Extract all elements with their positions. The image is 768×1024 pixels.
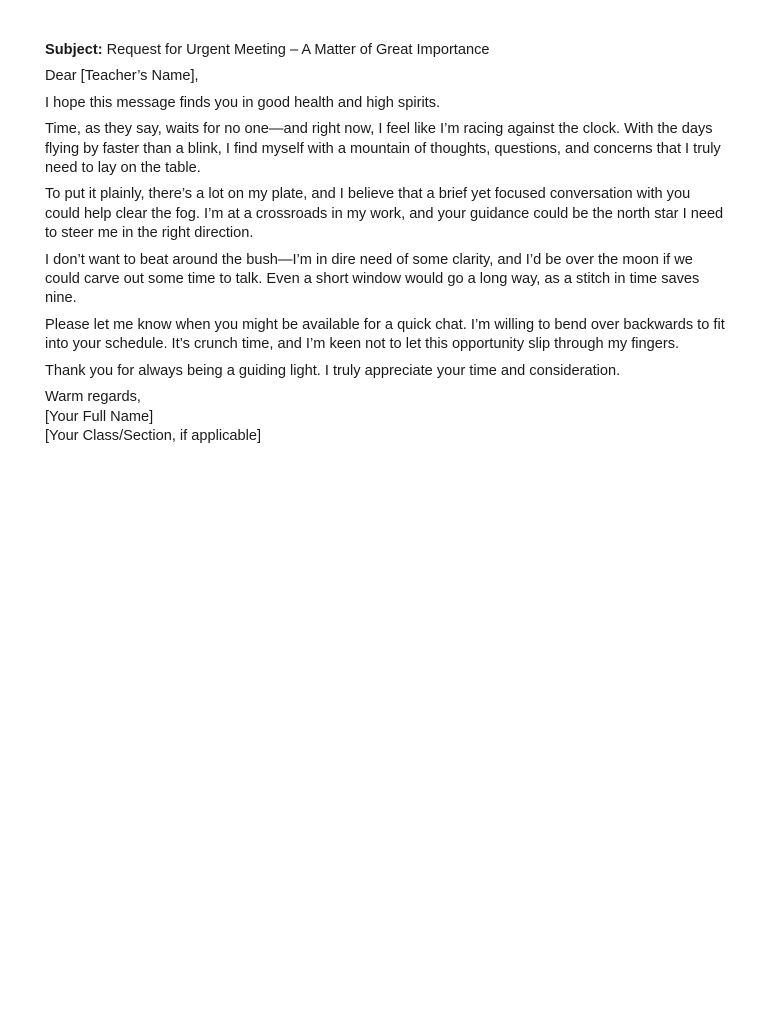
signature-class: [Your Class/Section, if applicable]: [45, 427, 262, 444]
letter-document: [45, 41, 725, 453]
paragraph-opening: I hope this message finds you in good health and high spirits.: [45, 94, 441, 111]
signoff-block: [45, 388, 725, 446]
paragraph-clarity: I don’t want to beat around the bush—I’m in dire need of some clarity, and I’d be over the moon if we could carve out some time to talk. Even a short window would go a long way, as a stitch in time saves nine.: [45, 251, 700, 307]
subject-text: Request for Urgent Meeting – A Matter of Great Importance: [106, 42, 490, 58]
closing: Warm regards,: [45, 389, 141, 406]
greeting: Dear [Teacher’s Name],: [45, 68, 199, 85]
paragraph-plainly: To put it plainly, there’s a lot on my plate, and I believe that a brief yet focused conversation with you could help clear the fog. I’m at a crossroads in my work, and your guidance could be the north star I need to steer me in the right direction.: [45, 186, 724, 242]
paragraph-time: Time, as they say, waits for no one—and right now, I feel like I’m racing against the clock. With the days flying by faster than a blink, I find myself with a mountain of thoughts, questions, and concerns that I truly need to lay on the table.: [45, 121, 721, 177]
subject-line: [45, 41, 725, 60]
paragraph-availability: Please let me know when you might be available for a quick chat. I’m willing to bend over backwards to fit into your schedule. It’s crunch time, and I’m keen not to let this opportunity slip through my fingers.: [45, 316, 725, 353]
paragraph-thanks: Thank you for always being a guiding light. I truly appreciate your time and consideration.: [45, 362, 621, 379]
subject-label: Subject:: [45, 42, 103, 58]
signature-name: [Your Full Name]: [45, 408, 154, 425]
